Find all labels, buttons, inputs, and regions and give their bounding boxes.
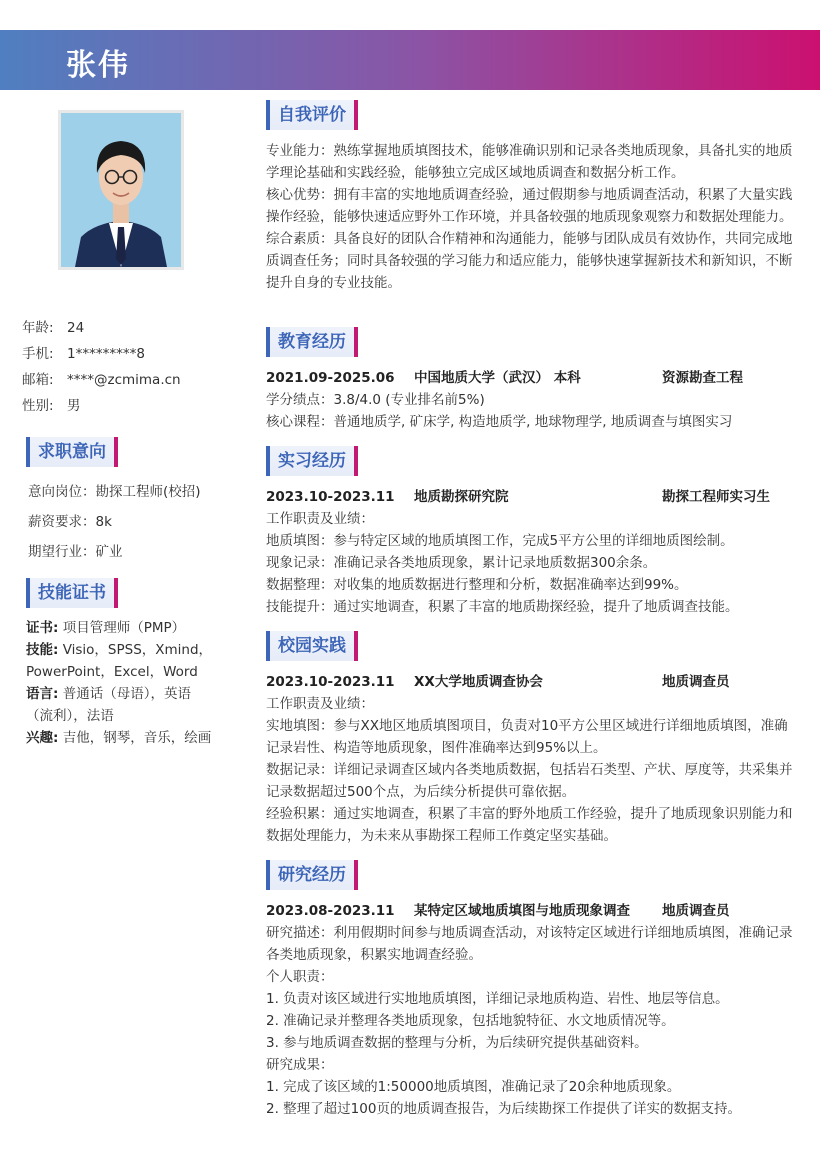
intent-position: 意向岗位：勘探工程师(校招) <box>28 484 201 500</box>
education-heading: 教育经历 <box>266 327 358 357</box>
skill-languages: 语言: 普通话（母语），英语（流利），法语 <box>26 686 191 724</box>
info-email: 邮箱: ****@zcmima.cn <box>22 372 181 388</box>
self-eval-paragraph: 综合素质：具备良好的团队合作精神和沟通能力，能够与团队成员有效协作，共同完成地质调查任务；同时具备较强的学习能力和适应能力，能够快速掌握新技术和新知识，不断提升自身的专业技能。 <box>266 231 793 291</box>
internship-body: 2023.10-2023.11 地质勘探研究院 勘探工程师实习生 工作职责及业绩： 地质填图：参与特定区域的地质填图工作，完成5平方公里的详细地质图绘制。 现象记录：准确记录各类地质现象，累计记录地质数据300余条。 数据整理：对收集的地质数据进行整理和分析，数据准确率达到99%。 技能提升：通过实地调查，积累了丰富的地质勘探经验，提升了地质调查技能。 <box>266 486 796 618</box>
education-header-row: 2021.09-2025.06 中国地质大学（武汉） 本科 资源勘查工程 <box>266 370 743 386</box>
skill-tools: 技能: Visio，SPSS，Xmind，PowerPoint，Excel，Word <box>26 642 213 680</box>
skill-certificate: 证书: 项目管理师（PMP） <box>26 620 186 636</box>
profile-photo <box>58 110 184 270</box>
intent-industry: 期望行业：矿业 <box>28 544 123 560</box>
self-eval-heading: 自我评价 <box>266 100 358 130</box>
portrait-image <box>61 113 181 267</box>
internship-header-row: 2023.10-2023.11 地质勘探研究院 勘探工程师实习生 <box>266 489 770 505</box>
header-banner <box>0 30 820 90</box>
info-age: 年龄: 24 <box>22 320 85 336</box>
candidate-name: 张伟 <box>66 48 130 83</box>
self-eval-body <box>266 140 796 294</box>
skill-hobbies: 兴趣: 吉他，钢琴，音乐，绘画 <box>26 730 212 746</box>
skills-heading: 技能证书 <box>26 578 118 608</box>
basic-info <box>22 318 222 422</box>
intent-salary: 薪资要求：8k <box>28 514 112 530</box>
campus-header-row: 2023.10-2023.11 XX大学地质调查协会 地质调查员 <box>266 674 730 690</box>
skills-list <box>26 617 216 749</box>
campus-heading: 校园实践 <box>266 631 358 661</box>
research-header-row: 2023.08-2023.11 某特定区域地质填图与地质现象调查 地质调查员 <box>266 903 730 919</box>
research-body: 2023.08-2023.11 某特定区域地质填图与地质现象调查 地质调查员 研究描述：利用假期时间参与地质调查活动，对该特定区域进行详细地质填图，准确记录各类地质现象，积累实地调查经验。 个人职责： 1. 负责对该区域进行实地地质填图，详细记录地质构造、岩性、地层等信息。 2. 准确记录并整理各类地质现象，包括地貌特征、水文地质情况等。 3. 参与地质调查数据的整理与分析，为后续研究提供基础资料。 研究成果： 1. 完成了该区域的1:50000地质填图，准确记录了20余种地质现象。 2. 整理了超过100页的地质调查报告，为后续勘探工作提供了详实的数据支持。 <box>266 900 796 1120</box>
self-eval-paragraph: 专业能力：熟练掌握地质填图技术，能够准确识别和记录各类地质现象，具备扎实的地质学理论基础和实践经验，能够独立完成区域地质调查和数据分析工作。 <box>266 143 793 181</box>
info-phone: 手机: 1*********8 <box>22 346 145 362</box>
education-body: 2021.09-2025.06 中国地质大学（武汉） 本科 资源勘查工程 学分绩点：3.8/4.0 (专业排名前5%) 核心课程：普通地质学, 矿床学, 构造地质学, 地球物理学, 地质调查与填图实习 <box>266 367 796 433</box>
job-intent-list <box>28 482 228 572</box>
job-intent-heading: 求职意向 <box>26 437 118 467</box>
self-eval-paragraph: 核心优势：拥有丰富的实地地质调查经验，通过假期参与地质调查活动，积累了大量实践操作经验，能够快速适应野外工作环境，并具备较强的地质现象观察力和数据处理能力。 <box>266 187 793 225</box>
internship-heading: 实习经历 <box>266 446 358 476</box>
info-gender: 性别: 男 <box>22 398 81 414</box>
campus-body: 2023.10-2023.11 XX大学地质调查协会 地质调查员 工作职责及业绩： 实地填图：参与XX地区地质填图项目，负责对10平方公里区域进行详细地质填图，准确记录岩性、构造等地质现象，图件准确率达到95%以上。 数据记录：详细记录调查区域内各类地质数据，包括岩石类型、产状、厚度等，共采集并记录数据超过500个点，为后续分析提供可靠依据。 经验积累：通过实地调查，积累了丰富的野外地质工作经验，提升了地质现象识别能力和数据处理能力，为未来从事勘探工程师工作奠定坚实基础。 <box>266 671 796 847</box>
research-heading: 研究经历 <box>266 860 358 890</box>
